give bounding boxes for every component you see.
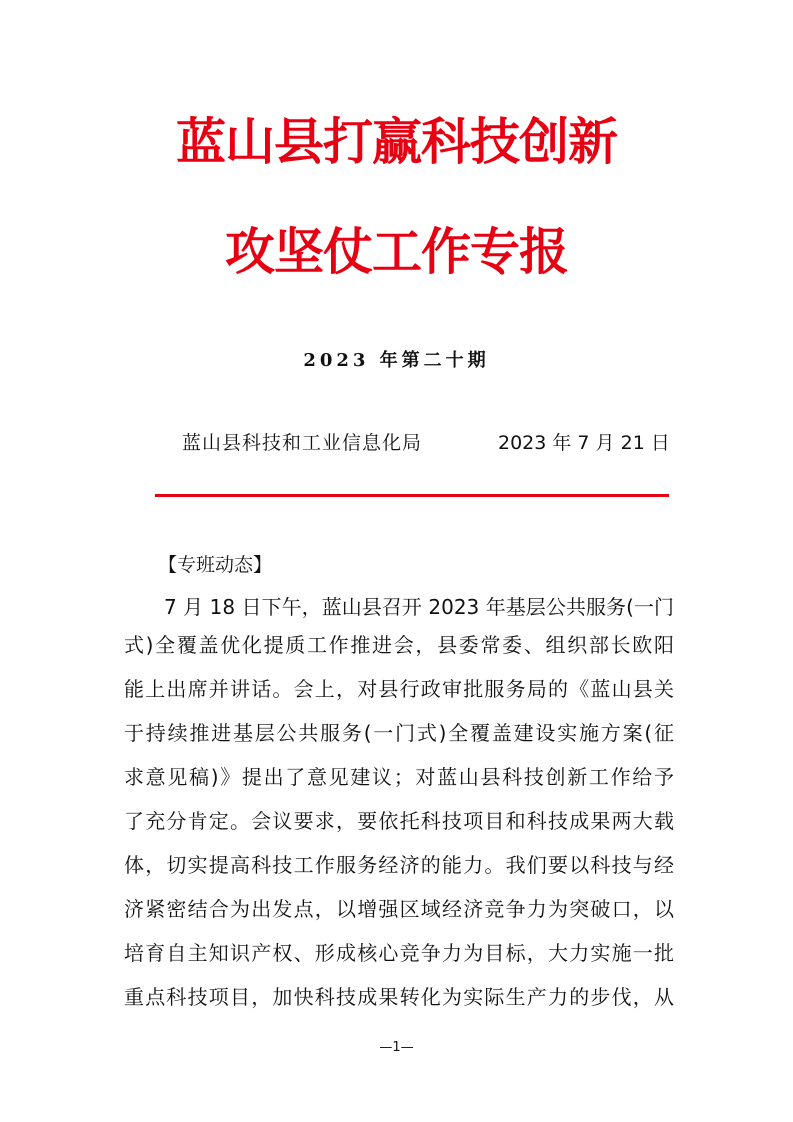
- page-number: —1—: [379, 1040, 414, 1055]
- body-line: 求意见稿)》提出了意见建议；对蓝山县科技创新工作给予: [124, 765, 674, 789]
- body-line: 于持续推进基层公共服务(一门式)全覆盖建设实施方案(征: [124, 721, 674, 745]
- publish-date: 2023 年 7 月 21 日: [498, 432, 670, 454]
- body-line: 能上出席并讲话。会上，对县行政审批服务局的《蓝山县关: [124, 677, 674, 701]
- report-title-line2: 攻坚仗工作专报: [225, 222, 568, 281]
- section-heading: 【专班动态】: [158, 554, 273, 576]
- body-line: 重点科技项目，加快科技成果转化为实际生产力的步伐，从: [124, 985, 674, 1009]
- publisher: 蓝山县科技和工业信息化局: [182, 432, 423, 454]
- body-line: 了充分肯定。会议要求，要依托科技项目和科技成果两大载: [124, 809, 674, 833]
- body-line: 培育自主知识产权、形成核心竞争力为目标，大力实施一批: [124, 941, 674, 965]
- body-line: 7 月 18 日下午，蓝山县召开 2023 年基层公共服务(一门: [164, 595, 674, 619]
- body-line: 式)全覆盖优化提质工作推进会，县委常委、组织部长欧阳: [124, 633, 674, 657]
- body-line: 体，切实提高科技工作服务经济的能力。我们要以科技与经: [124, 853, 674, 877]
- red-divider: [155, 494, 669, 497]
- report-title-line1: 蓝山县打赢科技创新: [176, 112, 617, 171]
- issue-number: 2023 年第二十期: [303, 350, 490, 371]
- body-line: 济紧密结合为出发点，以增强区域经济竞争力为突破口，以: [124, 897, 674, 921]
